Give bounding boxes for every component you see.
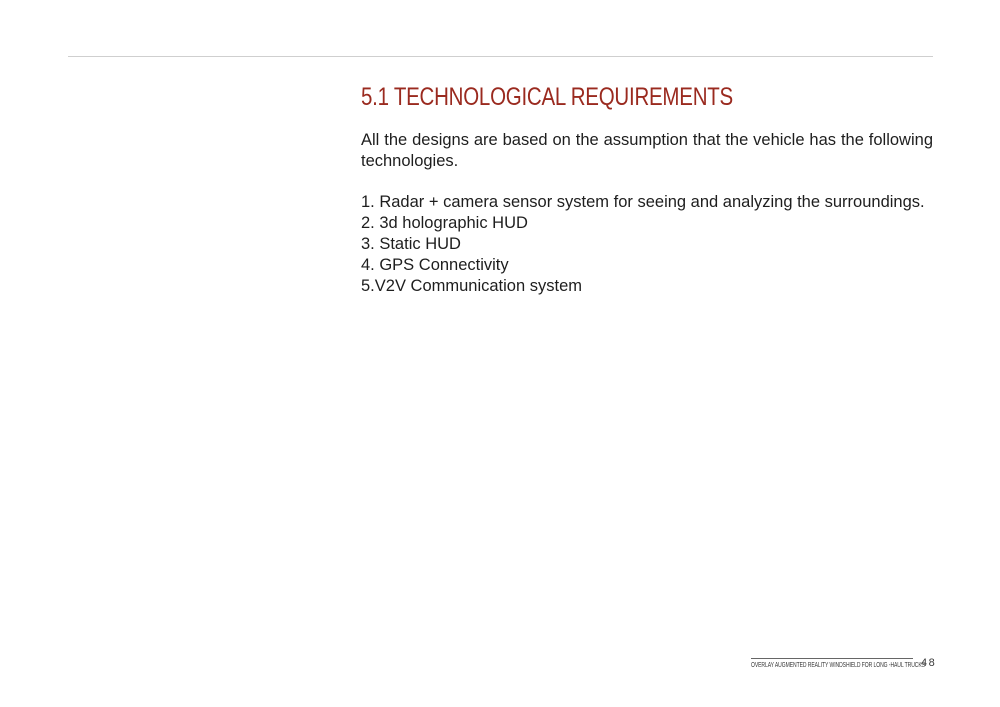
requirement-item: 2. 3d holographic HUD: [361, 214, 528, 232]
footer-divider: [751, 658, 913, 659]
requirements-list: [361, 192, 925, 297]
intro-paragraph: All the designs are based on the assumption that the vehicle has the following technologies.: [361, 131, 933, 170]
requirement-item: 3. Static HUD: [361, 235, 461, 253]
page-number: 48: [921, 657, 937, 669]
requirement-item: 4. GPS Connectivity: [361, 256, 509, 274]
requirement-item: 5.V2V Communication system: [361, 277, 583, 295]
section-heading: 5.1 TECHNOLOGICAL REQUIREMENTS: [361, 83, 733, 111]
top-divider: [68, 56, 933, 57]
footer-caption: OVERLAY AUGMENTED REALITY WINDSHIELD FOR LONG -HAUL TRUCKS: [751, 662, 925, 669]
requirement-item: 1. Radar + camera sensor system for seeing and analyzing the surroundings.: [361, 193, 925, 211]
